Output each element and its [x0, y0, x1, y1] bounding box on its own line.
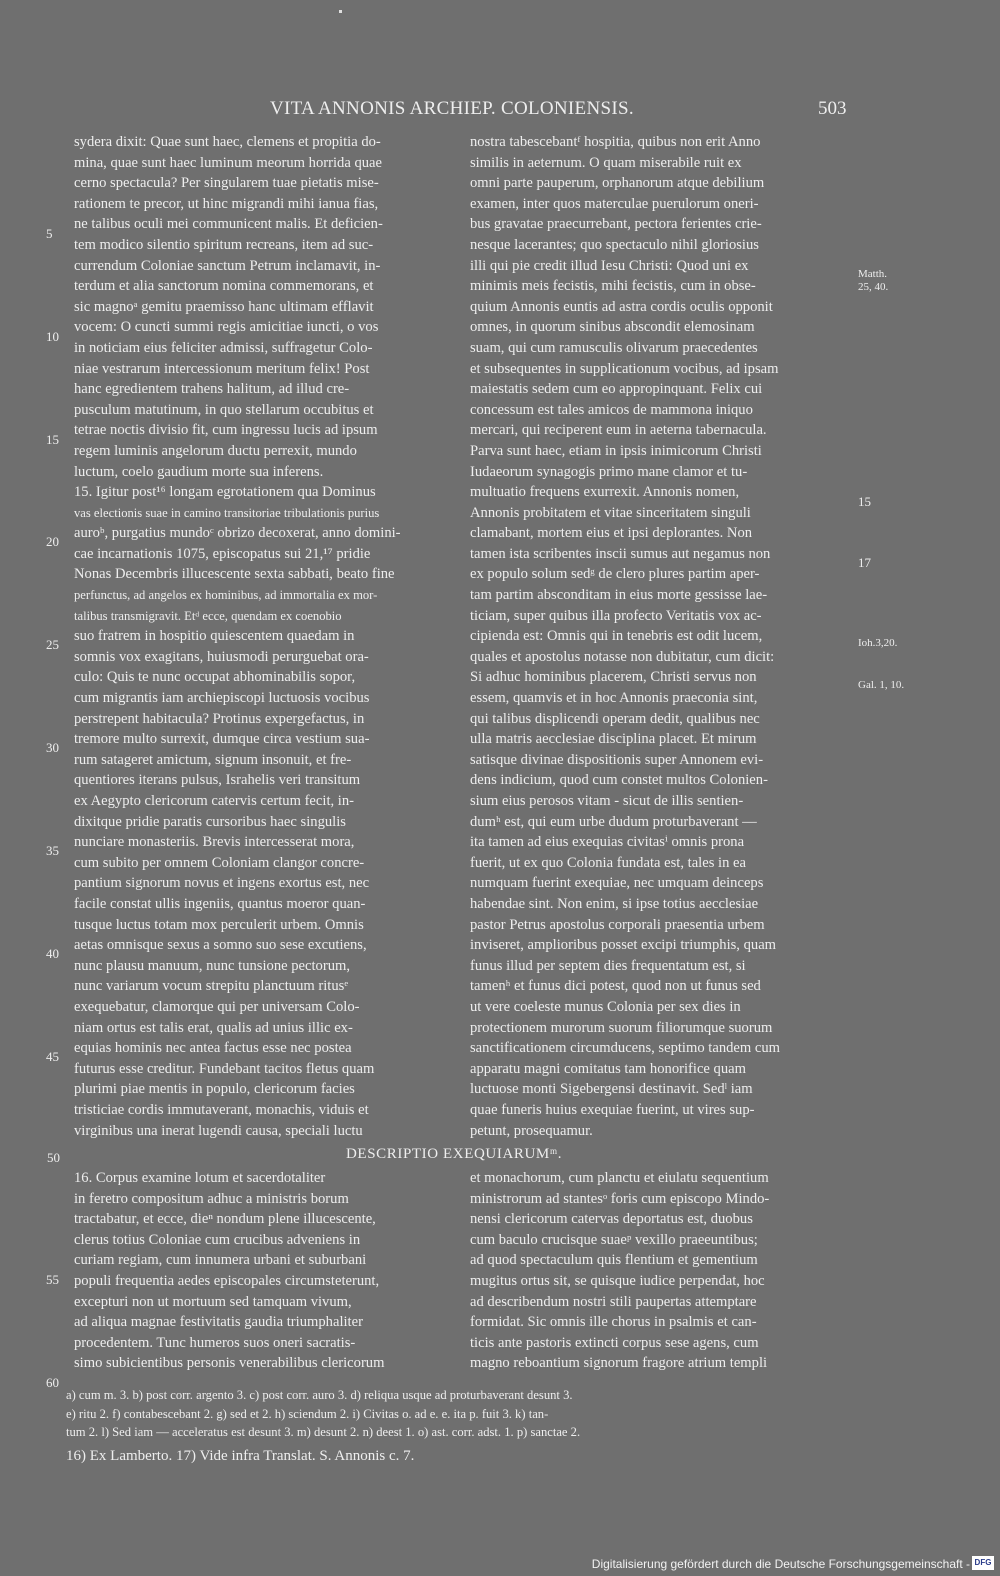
text-line: quae funeris huius exequiae fuerint, ut vires sup- — [470, 1101, 755, 1118]
line-number: 60 — [46, 1375, 59, 1390]
text-line: numquam fuerint exequiae, nec umquam deinceps — [470, 875, 764, 892]
text-line: pantium signorum novus et ingens exortus est, nec — [74, 875, 370, 892]
text-line: tremore multo surrexit, dumque circa vestium sua- — [74, 731, 370, 748]
text-line: qui talibus displicendi operam dedit, qualibus nec — [470, 710, 760, 727]
text-line: formidat. Sic omnis ille chorus in psalmis et can- — [470, 1314, 757, 1331]
text-line: protectionem murorum suorum filiorumque suorum — [470, 1019, 773, 1036]
text-line: clamabant, mortem eius et ipsi deplorantes. Non — [470, 525, 753, 542]
text-line: ticiam, super quibus illa profecto Veritatis vox ac- — [470, 607, 762, 624]
text-line: sanctificationem circumducens, septimo tandem cum — [470, 1040, 781, 1057]
text-line: maiestatis sedem cum eo appropinquant. Felix cui — [470, 381, 763, 398]
text-line: tusque luctus totam mox perculerit urbem. Omnis — [74, 916, 364, 933]
line-number: 5 — [46, 226, 53, 241]
dfg-logo: DFG — [972, 1556, 994, 1570]
line-number: 17 — [858, 555, 871, 570]
text-line: Si adhuc hominibus placerem, Christi servus non — [470, 669, 757, 686]
text-line: dumʰ est, qui eum urbe dudum proturbaverant — — [470, 813, 757, 830]
text-line: essem, quamvis et in hoc Annonis praeconia sint, — [470, 690, 758, 707]
text-line: cum baculo crucisque suaeᵖ vexillo praeeuntibus; — [470, 1231, 758, 1248]
text-line: tam partim absconditam in eius morte gessisse lae- — [470, 587, 768, 604]
text-line: dens indicium, quod cum constet multos Colonien- — [470, 772, 768, 789]
running-title: VITA ANNONIS ARCHIEP. COLONIENSIS. — [270, 98, 634, 119]
text-line: cerno spectacula? Per singularem tuae pietatis mise- — [74, 175, 379, 192]
text-line: Parva sunt haec, etiam in ipsis inimicorum Christi — [470, 442, 762, 459]
text-line: Nonas Decembris illucescente sexta sabbati, beato fine — [74, 566, 395, 583]
left-column-section — [74, 1168, 454, 1374]
text-line: 16. Corpus examine lotum et sacerdotaliter — [74, 1170, 326, 1186]
text-line: populi frequentia aedes episcopales circumsteterunt, — [74, 1272, 380, 1289]
text-line: mugitus ortus sit, se quisque iudice perpendat, hoc — [470, 1272, 765, 1289]
text-line: sic magnoᵃ gemitu praemisso hanc ultimam efflavit — [74, 298, 374, 315]
text-line: omnes, in quorum sinibus abscondit elemosinam — [470, 319, 755, 336]
text-line: ut vere coeleste munus Colonia per sex dies in — [470, 998, 741, 1015]
left-column — [74, 132, 454, 1141]
text-line: 15. Igitur post¹⁶ longam egrotationem qua Dominus — [74, 484, 376, 501]
text-line: tamenʰ et funus dici potest, quod non ut funus sed — [470, 978, 761, 995]
text-line: mercari, qui reciperent eum in aeterna tabernacula. — [470, 422, 767, 439]
text-line: et subsequentes in supplicationum vocibus, ad ipsam — [470, 360, 779, 377]
text-line: talibus transmigravit. Etᵈ ecce, quendam ex coenobio — [74, 608, 342, 623]
text-line: luctuose monti Sigebergensi destinavit. Sedˡ iam — [470, 1081, 753, 1098]
text-line: niae vestrarum intercessionum meritum felix! Post — [74, 360, 370, 377]
text-line: Annonis probitatem et vitae sinceritatem singuli — [470, 504, 751, 521]
text-line: petunt, prosequamur. — [470, 1122, 593, 1139]
text-line: perfunctus, ad angelos ex hominibus, ad immortalia ex mor- — [74, 588, 378, 603]
text-line: clerus totius Coloniae cum crucibus adveniens in — [74, 1231, 361, 1248]
text-line: procedentem. Tunc humeros suos oneri sacratis- — [74, 1334, 356, 1351]
text-line: facile constat ullis ingeniis, quantus moeror quan- — [74, 895, 366, 912]
text-line: cae incarnationis 1075, episcopatus sui 21,¹⁷ pridie — [74, 545, 371, 562]
text-line: ad describendum nostri stili paupertas attemptare — [470, 1293, 757, 1310]
text-line: suo fratrem in hospitio quiescentem quaedam in — [74, 628, 355, 645]
text-line: quales et apostolus notasse non dubitatur, cum dicit: — [470, 648, 775, 665]
text-line: vocem: O cuncti summi regis amicitiae iuncti, o vos — [74, 319, 379, 336]
margin-note: Gal. 1, 10. — [858, 679, 905, 691]
text-line: et monachorum, cum planctu et eiulatu sequentium — [470, 1170, 769, 1186]
text-line: luctum, coelo gaudium morte sua inferens. — [74, 463, 324, 480]
line-number: 10 — [46, 329, 59, 344]
line-number: 15 — [858, 494, 871, 509]
text-line: exequebatur, clamorque qui per universam Colo- — [74, 998, 360, 1015]
line-number: 35 — [46, 843, 59, 858]
text-line: currendum Coloniae sanctum Petrum inclamavit, in- — [74, 257, 381, 274]
text-line: ticis ante pastoris extincti corpus sese agens, cum — [470, 1334, 759, 1351]
text-line: Iudaeorum synagogis primo mane clamor et tu- — [470, 463, 748, 480]
text-line: cipienda est: Omnis qui in tenebris est odit lucem, — [470, 628, 763, 645]
line-number: 20 — [46, 534, 59, 549]
text-line: examen, inter quos materculae puerulorum oneri- — [470, 195, 759, 212]
text-line: sydera dixit: Quae sunt haec, clemens et propitia do- — [74, 134, 381, 150]
text-line: niam ortus est talis erat, qualis ad unius illic ex- — [74, 1019, 353, 1036]
margin-note: 25, 40. — [858, 281, 889, 293]
text-line: aetas omnisque sexus a somno suo sese excutiens, — [74, 937, 367, 954]
text-line: curiam regiam, cum innumera urbani et suburbani — [74, 1252, 367, 1269]
text-line: illi qui pie credit illud Iesu Christi: Quod uni ex — [470, 257, 749, 274]
line-number: 45 — [46, 1049, 59, 1064]
text-line: habendae sint. Non enim, si ipse totius aecclesiae — [470, 895, 759, 912]
text-line: tamen ista scribentes inscii sumus aut negamus non — [470, 545, 771, 562]
text-line: multuatio frequens exurrexit. Annonis nomen, — [470, 484, 740, 501]
line-number: 30 — [46, 740, 59, 755]
text-line: quentiores iterans pulsus, Israhelis veri transitum — [74, 772, 361, 789]
text-line: nunciare monasteriis. Brevis intercesserat mora, — [74, 834, 355, 851]
right-column-section — [470, 1168, 852, 1374]
text-line: quium Annonis euntis ad astra cordis oculis opponit — [470, 298, 773, 315]
text-line: tractabatur, et ecce, dieⁿ nondum plene illucescente, — [74, 1211, 376, 1228]
text-line: regem luminis angelorum ductu perrexit, mundo — [74, 442, 357, 459]
text-line: funus illud per septem dies frequentatum est, si — [470, 957, 746, 974]
text-line: ulla matris aecclesiae disciplina placet. Et mirum — [470, 731, 757, 748]
text-line: satisque divinae dispositionis super Annonem evi- — [470, 751, 764, 768]
text-line: cum subito per omnem Coloniam clangor concre- — [74, 854, 365, 871]
text-line: ministrorum ad stantesᵒ foris cum episcopo Mindo- — [470, 1190, 770, 1207]
text-line: terdum et alia sanctorum nomina commemorans, et — [74, 278, 374, 295]
footnote-line: a) cum m. 3. b) post corr. argento 3. c) post corr. auro 3. d) reliqua usque ad proturbaverant desunt 3. — [66, 1388, 573, 1402]
text-line: suam, qui cum ramusculis olivarum praecedentes — [470, 339, 758, 356]
text-line: cum migrantis iam archiepiscopi luctuosis vocibus — [74, 690, 370, 707]
section-heading: DESCRIPTIO EXEQUIARUMᵐ. — [346, 1146, 563, 1162]
text-line: hanc egredientem trahens halitum, ad illud cre- — [74, 381, 350, 398]
text-line: equias hominis nec antea factus esse nec postea — [74, 1040, 352, 1057]
text-line: virginibus una inerat lugendi causa, speciali luctu — [74, 1122, 363, 1139]
text-line: mina, quae sunt haec luminum meorum horrida quae — [74, 154, 383, 171]
text-line: auroᵇ, purgatius mundoᶜ obrizo decoxerat, anno domini- — [74, 525, 401, 542]
text-line: in noticiam eius feliciter admissi, suffragetur Colo- — [74, 339, 373, 356]
footnotes — [66, 1386, 856, 1442]
text-line: ne talibus oculi mei communicent malis. Et deficien- — [74, 216, 383, 233]
right-column — [470, 132, 852, 1141]
text-line: vas electionis suae in camino transitoriae tribulationis purius — [74, 505, 380, 520]
text-line: nunc plausu manuum, nunc tunsione pectorum, — [74, 957, 351, 974]
text-line: pastor Petrus apostolus corporali praesentia urbem — [470, 916, 765, 933]
text-line: perstrepent habitacula? Protinus expergefactus, in — [74, 710, 365, 727]
text-line: simo subicientibus personis venerabilibus clericorum — [74, 1355, 385, 1372]
text-line: in feretro compositum adhuc a ministris borum — [74, 1190, 349, 1207]
text-line: nesque lacerantes; quo spectaculo nihil gloriosius — [470, 236, 759, 253]
text-line: ex Aegypto clericorum catervis certum fecit, in- — [74, 793, 355, 809]
text-line: excepturi non ut mortuum sed tamquam vivum, — [74, 1293, 352, 1310]
text-line: tetrae noctis divisio fit, cum ingressu lucis ad ipsum — [74, 422, 378, 439]
text-line: culo: Quis te nunc occupat abhominabilis sopor, — [74, 669, 356, 686]
text-line: concessum est tales amicos de mammona iniquo — [470, 401, 753, 418]
text-line: bus gravatae praecurrebant, pectora ferientes crie- — [470, 216, 762, 233]
text-line: apparatu magni comitatus tam honorifice quam — [470, 1060, 746, 1077]
line-number: 40 — [46, 946, 59, 961]
text-line: omni parte pauperum, orphanorum atque debilium — [470, 175, 765, 192]
text-line: ad quod spectaculum quis flentium et gementium — [470, 1252, 758, 1269]
text-line: fuerit, ut ex quo Colonia fundata est, tales in ea — [470, 854, 746, 871]
text-line: ita tamen ad eius exequias civitasⁱ omnis prona — [470, 834, 745, 851]
text-line: pusculum matutinum, in quo stellarum occubitus et — [74, 401, 374, 418]
text-line: rum satageret amictum, signum insonuit, et fre- — [74, 751, 352, 768]
text-line: tristiciae cordis immutaverant, monachis, viduis et — [74, 1101, 369, 1118]
footnote-line: tum 2. l) Sed iam — acceleratus est desunt 3. m) desunt 2. n) deest 1. o) ast. corr. adst. 1. p) sanctae 2. — [66, 1425, 581, 1440]
text-line: dixitque pridie paratis cursoribus haec singulis — [74, 813, 346, 830]
margin-note: Ioh.3,20. — [858, 637, 898, 649]
text-line: magno reboantium signorum fragore atrium templi — [470, 1355, 768, 1372]
line-number: 55 — [46, 1272, 59, 1287]
text-line: rationem te precor, ut hinc migrandi mihi ianua fias, — [74, 195, 379, 212]
text-line: minimis meis fecistis, mihi fecistis, cum in obse- — [470, 278, 756, 295]
text-line: ad aliqua magnae festivitatis gaudia triumphaliter — [74, 1314, 363, 1331]
footnote-line: e) ritu 2. f) contabescebant 2. g) sed et 2. h) sciendum 2. i) Civitas o. ad e. e. ita p. fuit 3. k) tan- — [66, 1406, 549, 1421]
text-line: similis in aeternum. O quam miserabile ruit ex — [470, 154, 742, 171]
text-line: plurimi piae mentis in populo, clericorum facies — [74, 1081, 355, 1098]
line-number: 15 — [46, 432, 59, 447]
funding-credit: Digitalisierung gefördert durch die Deutsche Forschungsgemeinschaft - — [591, 1557, 970, 1571]
text-line: somnis vox exagitans, huiusmodi perurguebat ora- — [74, 648, 369, 665]
text-line: nunc variarum vocum strepitu planctuum ritusᵉ — [74, 978, 349, 995]
text-line: tem modico silentio spiritum recreans, item ad suc- — [74, 236, 374, 253]
text-line: nostra tabescebantᶠ hospitia, quibus non erit Anno — [470, 134, 761, 150]
scan-dot — [339, 10, 342, 13]
source-notes: 16) Ex Lamberto. 17) Vide infra Translat. S. Annonis c. 7. — [66, 1448, 415, 1464]
text-line: futurus esse creditur. Fundebant tacitos fletus quam — [74, 1060, 375, 1077]
page-number: 503 — [818, 98, 847, 119]
text-line: sium eius perosos vitam - sicut de illis sentien- — [470, 793, 744, 809]
text-line: ex populo solum sedᵍ de clero plures partim aper- — [470, 566, 760, 583]
margin-note: Matth. — [858, 268, 888, 280]
text-line: inviseret, amplioribus posset excipi triumphis, quam — [470, 937, 777, 954]
section-line-number: 50 — [47, 1150, 60, 1165]
text-line: nensi clericorum catervas deportatus est, duobus — [470, 1211, 753, 1228]
line-number: 25 — [46, 637, 59, 652]
